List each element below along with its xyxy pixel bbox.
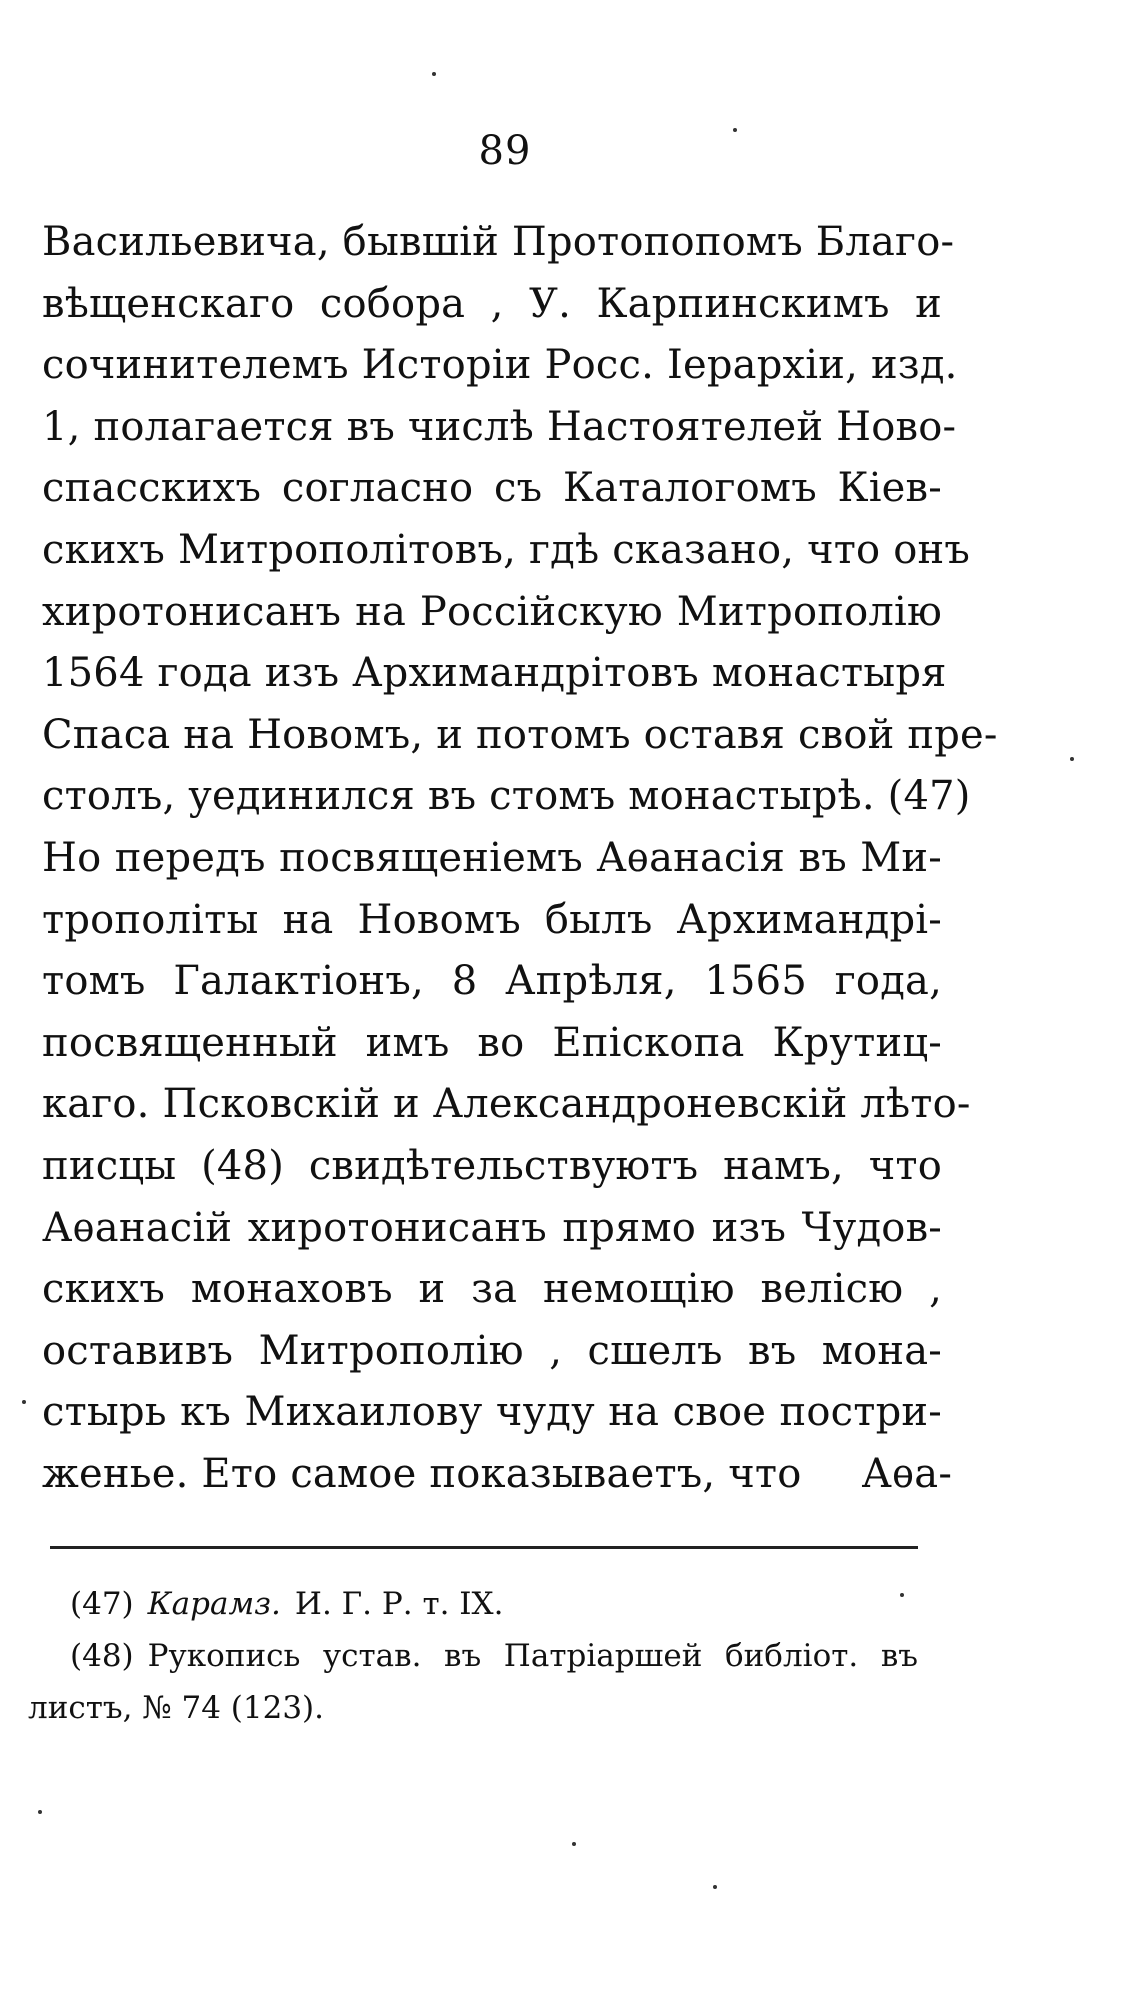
text-line: 1, полагается въ числѣ Настоятелей Ново- [42,403,957,450]
scan-speck [572,1842,576,1846]
text-line: 1564 года изъ Архимандрітовъ монастыря [42,650,947,697]
text-line: столъ, уединился въ стомъ монастырѣ. (47) [42,773,971,820]
text-line: Васильевича, бывшій Протопопомъ Благо- [42,219,955,265]
footnote-48-text: Рукопись устав. въ Патріаршей библіот. въ [147,1638,918,1674]
footnote-48-marker: (48) [70,1638,134,1674]
text-line: скихъ Митрополітовъ, гдѣ сказано, что онъ [42,526,971,573]
text-line: Аѳанасій хиротонисанъ прямо изъ Чудов- [42,1204,942,1251]
text-line: стырь къ Михаилову чуду на свое постри- [42,1389,942,1436]
footnote-47-marker: (47) [70,1586,134,1622]
footnotes [28,1578,918,1734]
footnote-47-author: Карамз. [147,1586,281,1622]
text-line: вѣщенскаго собора , У. Карпинскимъ и [42,280,942,327]
text-line: хиротонисанъ на Россійскую Митрополію [42,588,942,635]
text-line: трополіты на Новомъ былъ Архимандрі- [42,896,942,943]
scan-speck [22,1400,26,1404]
text-line: Спаса на Новомъ, и потомъ оставя свой пре- [42,711,998,758]
scan-speck [900,1593,904,1597]
footnote-48-line-1 [28,1630,918,1682]
last-line-head: женье. Ето самое показываетъ, что [42,1450,802,1497]
page-number: 89 [478,128,532,174]
text-line: каго. Псковскій и Александроневскій лѣто- [42,1081,971,1128]
text-line: посвященный имъ во Епіскопа Крутиц- [42,1019,942,1066]
text-line: скихъ монаховъ и за немощію велісю , [42,1266,942,1313]
scan-speck [733,128,737,132]
text-line-last [42,1444,953,1506]
footnote-47 [28,1578,918,1630]
scan-speck [1070,757,1074,761]
text-line: томъ Галактіонъ, 8 Апрѣля, 1565 года, [42,958,942,1005]
footnote-48-line-2: листъ, № 74 (123). [28,1690,324,1726]
scan-speck [38,1810,42,1814]
last-line-tail: Аѳа- [861,1450,953,1497]
footnote-47-text: И. Г. Р. т. IX. [294,1586,504,1622]
scan-speck [713,1885,717,1889]
text-line: спасскихъ согласно съ Каталогомъ Кіев- [42,465,942,512]
text-line: писцы (48) свидѣтельствуютъ намъ, что [42,1142,942,1189]
main-text [42,212,998,1505]
footnote-separator [50,1546,918,1549]
text-line: оставивъ Митрополію , сшелъ въ мона- [42,1327,942,1374]
text-line: сочинителемъ Исторіи Росс. Іерархіи, изд. [42,342,958,389]
scan-speck [432,72,436,76]
text-line: Но передъ посвященіемъ Аѳанасія въ Ми- [42,834,942,881]
